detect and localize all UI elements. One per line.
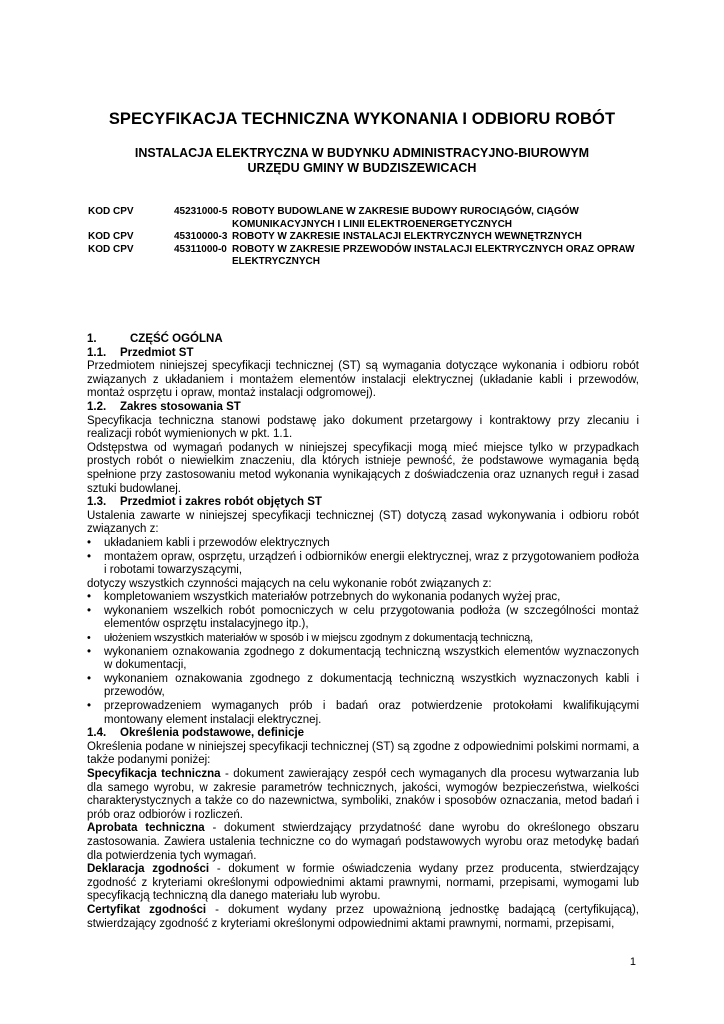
subsection-title: Przedmiot ST bbox=[120, 346, 194, 359]
subsection-number: 1.1. bbox=[87, 346, 107, 359]
bullet-list bbox=[87, 537, 639, 578]
definition-text: - dokument stwierdzający przydatność dane wyrobu do określonego obszaru zastosowania. Zawiera ustalenia techniczne co do wymagań podstawowych wyrobu oraz metodykę badań dla potwierdzenia tych wymagań. bbox=[87, 822, 639, 862]
subtitle-line-2: URZĘDU GMINY W BUDZISZEWICACH bbox=[247, 161, 477, 175]
paragraph: Ustalenia zawarte w niniejszej specyfikacji technicznej (ST) dotyczą zasad wykonywania i odbioru robót związanych z: bbox=[87, 509, 639, 536]
cpv-row bbox=[88, 206, 648, 231]
paragraph: Określenia podane w niniejszej specyfikacji technicznej (ST) są zgodne z odpowiednimi polskimi normami, a także podanymi poniżej: bbox=[87, 740, 639, 767]
subsection-number: 1.4. bbox=[87, 727, 107, 740]
list-item: • wykonaniem wszelkich robót pomocniczych w celu przygotowania podłoża (w szczególności montaż elementów osprzętu instalacyjnego itp.), bbox=[87, 605, 639, 632]
cpv-description: ROBOTY BUDOWLANE W ZAKRESIE BUDOWY RUROCIĄGÓW, CIĄGÓW KOMUNIKACYJNYCH I LINII ELEKTROENERGETYCZNYCH bbox=[232, 206, 579, 230]
document-subtitle bbox=[60, 146, 664, 176]
subsection-heading-1-1 bbox=[87, 347, 639, 361]
definition-text: - dokument w formie oświadczenia wydany przez producenta, stwierdzający zgodność z kryteriami określonymi odpowiednimi aktami prawnymi, normami, przepisami, wymogami lub specyfikacją techniczną dla danego materiału lub wyrobu. bbox=[87, 863, 639, 903]
subsection-number: 1.2. bbox=[87, 400, 107, 413]
list-item: • przeprowadzeniem wymaganych prób i badań oraz potwierdzenie protokołami kwalifikującymi montowany element instalacji elektrycznej. bbox=[87, 700, 639, 727]
definition-term: Certyfikat zgodności bbox=[87, 903, 207, 916]
cpv-key: KOD CPV bbox=[88, 231, 134, 242]
subsection-title: Określenia podstawowe, definicje bbox=[120, 727, 305, 740]
section-title: CZĘŚĆ OGÓLNA bbox=[130, 333, 223, 345]
paragraph: Odstępstwa od wymagań podanych w niniejszej specyfikacji mogą mieć miejsce tylko w przypadkach prostych robót o niewielkim znaczeniu, dla których istnieje pewność, że podstawowe wymagania będą spełnione przy zastosowaniu metod wykonania wynikających z doświadczenia oraz uznanych reguł i zasad sztuki budowlanej. bbox=[87, 441, 639, 495]
list-item: • układaniem kabli i przewodów elektrycznych bbox=[87, 537, 639, 551]
paragraph: Specyfikacja techniczna stanowi podstawę jako dokument przetargowy i kontraktowy przy zlecaniu i realizacji robót wymienionych w pkt. 1.1. bbox=[87, 414, 639, 441]
cpv-code: 45311000-0 bbox=[174, 243, 227, 255]
paragraph: Przedmiotem niniejszej specyfikacji technicznej (ST) są wymagania dotyczące wykonania i odbioru robót związanych z układaniem i montażem elementów instalacji elektrycznej (układanie kabli i przewodów, montaż osprzętu i opraw, montaż instalacji odgromowej). bbox=[87, 360, 639, 400]
definition bbox=[87, 863, 639, 904]
list-item: • kompletowaniem wszystkich materiałów potrzebnych do wykonania podanych wyżej prac, bbox=[87, 591, 639, 605]
definition-text: - dokument wydany przez upoważnioną jednostkę badającą (certyfikującą), stwierdzający zgodność z kryteriami określonymi odpowiednimi aktami prawnymi, normami, przepisami, bbox=[87, 903, 639, 930]
subsection-heading-1-3 bbox=[87, 496, 639, 510]
definition-term: Specyfikacja techniczna bbox=[87, 768, 221, 780]
list-item: • ułożeniem wszystkich materiałów w sposób i w miejscu zgodnym z dokumentacją techniczną, bbox=[87, 632, 639, 646]
paragraph: dotyczy wszystkich czynności mających na celu wykonanie robót związanych z: bbox=[87, 577, 492, 590]
section-heading-1 bbox=[87, 333, 639, 347]
document-body bbox=[87, 333, 639, 931]
cpv-key: KOD CPV bbox=[88, 206, 134, 217]
subsection-number: 1.3. bbox=[87, 496, 107, 509]
definition-term: Deklaracja zgodności bbox=[87, 863, 210, 876]
subsection-title: Przedmiot i zakres robót objętych ST bbox=[120, 496, 322, 509]
list-item: • wykonaniem oznakowania zgodnego z dokumentacją techniczną wszystkich elementów wyznaczonych w dokumentacji, bbox=[87, 646, 639, 673]
cpv-row bbox=[88, 231, 648, 244]
cpv-row bbox=[88, 244, 648, 269]
definition bbox=[87, 904, 639, 931]
page-number: 1 bbox=[629, 956, 636, 968]
subsection-heading-1-4 bbox=[87, 727, 639, 741]
definition-term: Aprobata techniczna bbox=[87, 822, 205, 835]
definition bbox=[87, 822, 639, 863]
document-title: SPECYFIKACJA TECHNICZNA WYKONANIA I ODBIORU ROBÓT bbox=[108, 110, 616, 128]
subsection-heading-1-2 bbox=[87, 401, 639, 415]
list-item: • wykonaniem oznakowania zgodnego z dokumentacją techniczną wszystkich wyznaczonych kabli i przewodów, bbox=[87, 673, 639, 700]
definition-text: - dokument zawierający zespół cech wymaganych dla procesu wytwarzania lub dla samego wyrobu, w zakresie parametrów technicznych, jakości, wymogów bezpieczeństwa, wielkości charakterystycznych a także co do nazewnictwa, symboliki, znaków i sposobów oznaczania, metod badań i prób oraz odbiorów i rozliczeń. bbox=[87, 768, 640, 821]
definition bbox=[87, 768, 639, 822]
cpv-description: ROBOTY W ZAKRESIE PRZEWODÓW INSTALACJI ELEKTRYCZNYCH ORAZ OPRAW ELEKTRYCZNYCH bbox=[232, 243, 635, 267]
list-item: • montażem opraw, osprzętu, urządzeń i odbiorników energii elektrycznej, wraz z przygotowaniem podłoża i robotami towarzyszącymi, bbox=[87, 551, 639, 578]
cpv-codes-table bbox=[88, 206, 648, 269]
cpv-code: 45231000-5 bbox=[174, 206, 228, 217]
cpv-key: KOD CPV bbox=[88, 243, 134, 255]
section-number: 1. bbox=[87, 333, 97, 345]
cpv-description: ROBOTY W ZAKRESIE INSTALACJI ELEKTRYCZNYCH WEWNĘTRZNYCH bbox=[232, 231, 582, 242]
subtitle-line-1: INSTALACJA ELEKTRYCZNA W BUDYNKU ADMINISTRACYJNO-BIUROWYM bbox=[134, 146, 590, 160]
bullet-list bbox=[87, 591, 639, 727]
subsection-title: Zakres stosowania ST bbox=[120, 400, 241, 413]
cpv-code: 45310000-3 bbox=[174, 231, 228, 242]
